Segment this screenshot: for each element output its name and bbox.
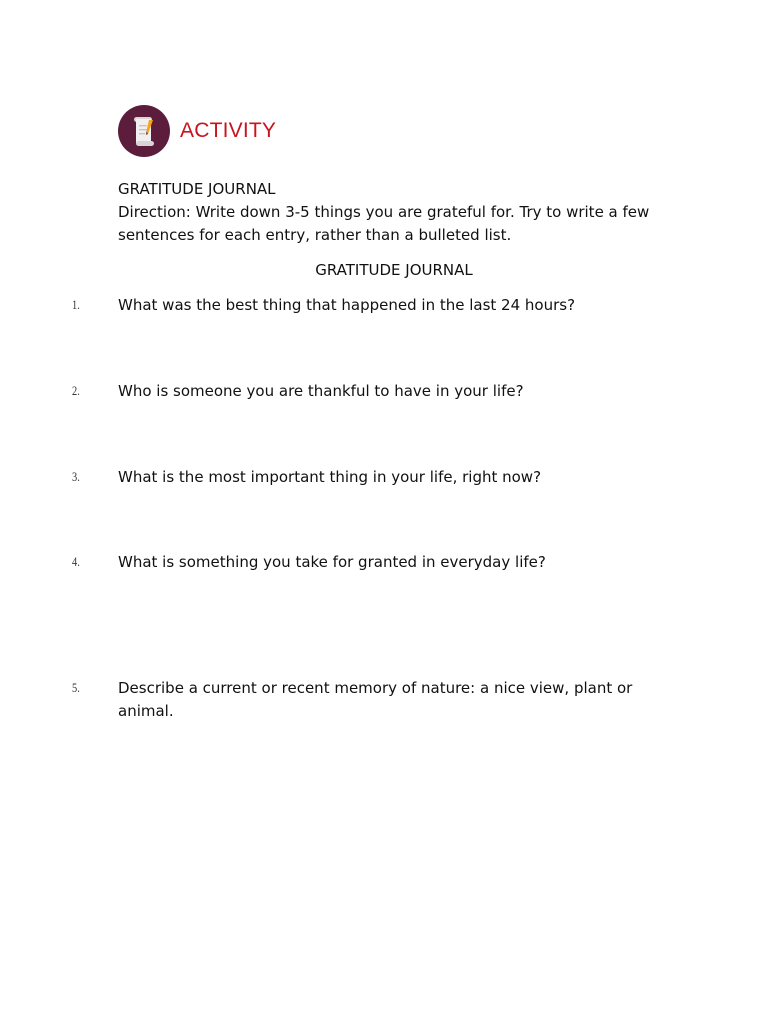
question-number: 5. bbox=[72, 680, 80, 695]
activity-header bbox=[118, 104, 276, 158]
question-number: 4. bbox=[72, 554, 80, 569]
activity-title: ACTIVITY bbox=[180, 119, 277, 142]
intro-section bbox=[118, 178, 678, 247]
scroll-pen-icon bbox=[118, 105, 170, 157]
question-text: What is something you take for granted in everyday life? bbox=[118, 553, 546, 571]
question-text: What is the most important thing in your life, right now? bbox=[118, 468, 542, 486]
question-number: 3. bbox=[72, 469, 80, 484]
question-number: 2. bbox=[72, 383, 80, 398]
direction-text: Direction: Write down 3-5 things you are grateful for. Try to write a few sentences for each entry, rather than a bulleted list. bbox=[118, 203, 650, 244]
question-text: Who is someone you are thankful to have in your life? bbox=[118, 382, 524, 400]
question-text: What was the best thing that happened in the last 24 hours? bbox=[118, 296, 576, 314]
intro-heading: GRATITUDE JOURNAL bbox=[118, 180, 276, 198]
question-number: 1. bbox=[72, 297, 80, 312]
question-text: Describe a current or recent memory of nature: a nice view, plant or animal. bbox=[118, 679, 633, 720]
journal-title: GRATITUDE JOURNAL bbox=[315, 261, 473, 279]
